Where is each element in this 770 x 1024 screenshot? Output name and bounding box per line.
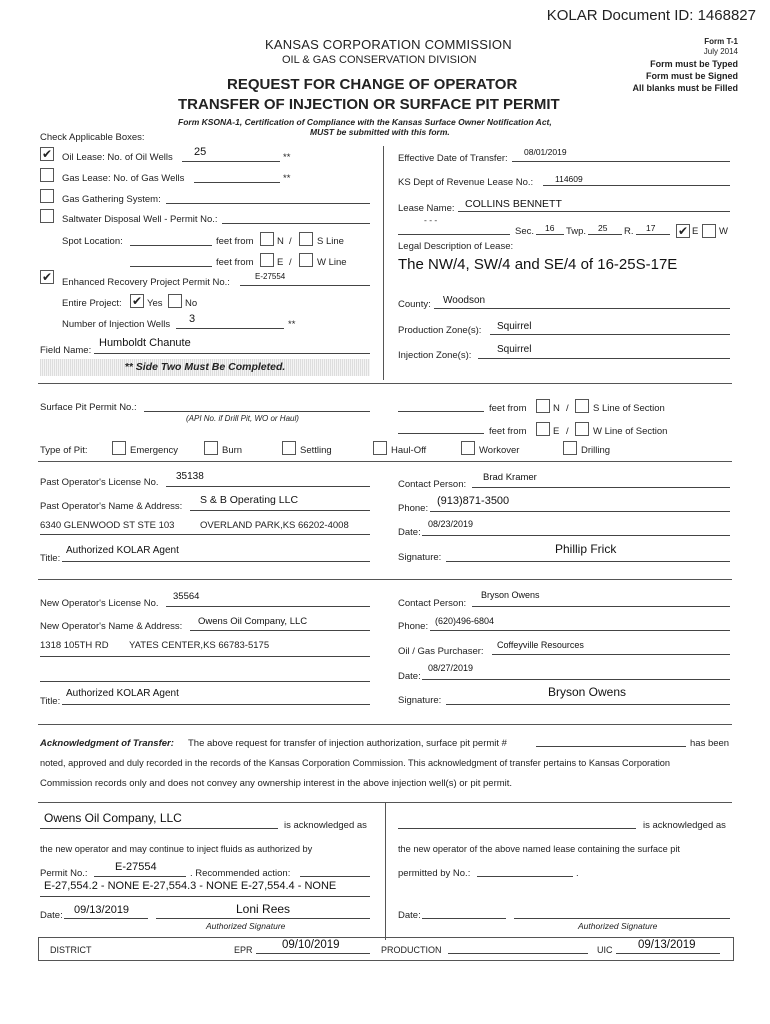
ack-date-value[interactable]: 09/13/2019: [74, 904, 130, 916]
gas-gathering-label: Gas Gathering System:: [62, 194, 161, 205]
ks-dept-value[interactable]: 114609: [555, 174, 583, 184]
new-contact-value[interactable]: Bryson Owens: [481, 590, 540, 600]
injection-zone-label: Injection Zone(s):: [398, 350, 472, 361]
spot-s-checkbox[interactable]: [299, 232, 313, 246]
new-phone-value[interactable]: (620)496-6804: [435, 616, 495, 626]
form-title-1: REQUEST FOR CHANGE OF OPERATOR: [227, 76, 518, 93]
ack-signature-value[interactable]: Loni Rees: [236, 902, 291, 916]
entire-project-no-checkbox[interactable]: [168, 294, 182, 308]
ack-text-3: Commission records only and does not convey any ownership interest in the above injection well(s) or pit permit.: [40, 778, 513, 789]
ack-text-1b: has been: [690, 738, 730, 749]
injection-zone-value[interactable]: Squirrel: [497, 344, 532, 355]
saltwater-checkbox[interactable]: [40, 209, 54, 223]
past-signature-label: Signature:: [398, 552, 442, 563]
new-address-2: YATES CENTER,KS 66783-5175: [129, 640, 270, 651]
past-phone-label: Phone:: [398, 503, 429, 514]
pit-burn-checkbox[interactable]: [204, 441, 218, 455]
new-name-value[interactable]: Owens Oil Company, LLC: [198, 616, 308, 627]
past-date-label: Date:: [398, 527, 421, 538]
enhanced-recovery-checkbox[interactable]: ✔: [41, 270, 53, 284]
new-phone-label: Phone:: [398, 621, 429, 632]
oil-lease-label: Oil Lease: No. of Oil Wells: [62, 152, 173, 163]
recommended-action-value[interactable]: E-27,554.2 - NONE E-27,554.3 - NONE E-27,554.4 - NONE: [44, 880, 337, 892]
effective-date-value[interactable]: 08/01/2019: [524, 147, 567, 157]
new-date-label: Date:: [398, 671, 421, 682]
uic-value[interactable]: 09/13/2019: [638, 939, 696, 951]
county-value[interactable]: Woodson: [443, 295, 486, 306]
new-signature-label: Signature:: [398, 695, 442, 706]
entire-project-yes-checkbox[interactable]: ✔: [131, 294, 143, 308]
range-e-checkbox[interactable]: ✔: [677, 224, 689, 238]
requirement-signed: Form must be Signed: [645, 71, 738, 81]
ksona-note-2: MUST be submitted with this form.: [310, 127, 450, 137]
new-address-1: 1318 105TH RD: [40, 640, 109, 651]
district-label: DISTRICT: [50, 945, 92, 955]
permit-no-value[interactable]: E-27554: [115, 861, 157, 873]
oil-wells-value[interactable]: 25: [194, 146, 207, 158]
authorized-signature-label-right: Authorized Signature: [578, 921, 658, 931]
surface-pit-label: Surface Pit Permit No.:: [40, 402, 137, 413]
past-contact-label: Contact Person:: [398, 479, 467, 490]
ack-company-value[interactable]: Owens Oil Company, LLC: [44, 811, 182, 825]
ks-dept-label: KS Dept of Revenue Lease No.:: [398, 177, 534, 188]
pit-n-checkbox[interactable]: [536, 399, 550, 413]
ack-right-new-operator-text: the new operator of the above named lease containing the surface pit: [398, 844, 680, 854]
new-signature-value[interactable]: Bryson Owens: [548, 685, 627, 699]
requirement-filled: All blanks must be Filled: [632, 83, 738, 93]
gas-lease-label: Gas Lease: No. of Gas Wells: [62, 173, 185, 184]
form-title-2: TRANSFER OF INJECTION OR SURFACE PIT PERMIT: [178, 96, 560, 113]
range-w-checkbox[interactable]: [702, 224, 716, 238]
legal-desc-label: Legal Description of Lease:: [398, 241, 514, 252]
past-phone-value[interactable]: (913)871-3500: [437, 495, 510, 507]
pit-workover-checkbox[interactable]: [461, 441, 475, 455]
pit-e-checkbox[interactable]: [536, 422, 550, 436]
past-name-label: Past Operator's Name & Address:: [40, 501, 183, 512]
past-date-value[interactable]: 08/23/2019: [428, 519, 474, 529]
ack-date-label: Date:: [40, 910, 63, 921]
production-zone-value[interactable]: Squirrel: [497, 321, 532, 332]
enhanced-recovery-label: Enhanced Recovery Project Permit No.:: [62, 277, 230, 288]
side-two-banner: ** Side Two Must Be Completed.: [40, 359, 370, 376]
pit-w-checkbox[interactable]: [575, 422, 589, 436]
authorized-signature-label-left: Authorized Signature: [206, 921, 286, 931]
legal-desc-value[interactable]: The NW/4, SW/4 and SE/4 of 16-25S-17E: [398, 256, 678, 273]
past-contact-value[interactable]: Brad Kramer: [483, 472, 537, 483]
ack-new-operator-text: the new operator and may continue to inject fluids as authorized by: [40, 844, 313, 854]
check-applicable-label: Check Applicable Boxes:: [40, 132, 145, 143]
new-purchaser-label: Oil / Gas Purchaser:: [398, 646, 484, 657]
spot-location-label: Spot Location:: [62, 236, 123, 247]
section-value[interactable]: 16: [545, 223, 555, 233]
enhanced-permit-value[interactable]: E-27554: [255, 272, 286, 281]
new-date-value[interactable]: 08/27/2019: [428, 663, 474, 673]
type-of-pit-label: Type of Pit:: [40, 445, 88, 456]
num-injection-label: Number of Injection Wells: [62, 319, 171, 330]
api-note: (API No. if Drill Pit, WO or Haul): [186, 414, 299, 423]
effective-date-label: Effective Date of Transfer:: [398, 153, 508, 164]
new-license-value[interactable]: 35564: [173, 591, 200, 602]
division-name: OIL & GAS CONSERVATION DIVISION: [282, 54, 477, 66]
agency-name: KANSAS CORPORATION COMMISSION: [265, 37, 512, 52]
lease-name-label: Lease Name:: [398, 203, 455, 214]
document-id: KOLAR Document ID: 1468827: [546, 7, 756, 24]
past-signature-value[interactable]: Phillip Frick: [555, 542, 617, 556]
field-name-value[interactable]: Humboldt Chanute: [99, 337, 191, 349]
past-license-label: Past Operator's License No.: [40, 477, 159, 488]
requirement-typed: Form must be Typed: [650, 59, 738, 69]
pit-drilling-checkbox[interactable]: [563, 441, 577, 455]
ack-text-2: noted, approved and duly recorded in the records of the Kansas Corporation Commission. This acknowledgment of transfer pertains to Kansas Corporation: [40, 758, 671, 768]
spot-w-checkbox[interactable]: [299, 253, 313, 267]
gas-lease-checkbox[interactable]: [40, 168, 54, 182]
past-title-label: Title:: [40, 553, 61, 564]
ack-heading: Acknowledgment of Transfer:: [40, 738, 174, 749]
past-name-value[interactable]: S & B Operating LLC: [200, 494, 299, 506]
pit-s-checkbox[interactable]: [575, 399, 589, 413]
entire-project-label: Entire Project:: [62, 298, 122, 309]
epr-value[interactable]: 09/10/2019: [282, 939, 340, 951]
past-address-2: OVERLAND PARK,KS 66202-4008: [200, 520, 349, 531]
oil-lease-checkbox[interactable]: ✔: [41, 147, 53, 161]
county-label: County:: [398, 299, 431, 310]
ack-right-date-label: Date:: [398, 910, 421, 921]
permitted-by-label: permitted by No.:: [398, 868, 471, 879]
form-number: Form T-1: [704, 37, 738, 46]
spot-n-checkbox[interactable]: [260, 232, 274, 246]
uic-label: UIC: [597, 945, 613, 955]
spot-e-checkbox[interactable]: [260, 253, 274, 267]
new-license-label: New Operator's License No.: [40, 598, 159, 609]
range-value[interactable]: 17: [646, 223, 656, 233]
epr-label: EPR: [234, 945, 253, 955]
pit-hauloff-checkbox[interactable]: [373, 441, 387, 455]
new-title-label: Title:: [40, 696, 61, 707]
gas-gathering-checkbox[interactable]: [40, 189, 54, 203]
new-contact-label: Contact Person:: [398, 598, 467, 609]
new-title-value[interactable]: Authorized KOLAR Agent: [66, 688, 179, 699]
past-address-1: 6340 GLENWOOD ST STE 103: [40, 520, 175, 531]
lease-name-value[interactable]: COLLINS BENNETT: [465, 198, 562, 210]
num-injection-value[interactable]: 3: [189, 313, 196, 325]
past-title-value[interactable]: Authorized KOLAR Agent: [66, 545, 179, 556]
permit-no-label: Permit No.:: [40, 868, 88, 879]
pit-emergency-checkbox[interactable]: [112, 441, 126, 455]
township-value[interactable]: 25: [598, 223, 608, 233]
past-license-value[interactable]: 35138: [176, 471, 204, 482]
new-purchaser-value[interactable]: Coffeyville Resources: [497, 640, 584, 650]
saltwater-label: Saltwater Disposal Well - Permit No.:: [62, 214, 218, 225]
form-date: July 2014: [703, 47, 738, 56]
pit-settling-checkbox[interactable]: [282, 441, 296, 455]
field-name-label: Field Name:: [40, 345, 92, 356]
ksona-note-1: Form KSONA-1, Certification of Compliance with the Kansas Surface Owner Notification Act,: [178, 117, 552, 127]
production-label: PRODUCTION: [381, 945, 442, 955]
production-zone-label: Production Zone(s):: [398, 325, 482, 336]
new-name-label: New Operator's Name & Address:: [40, 621, 183, 632]
ack-text-1a: The above request for transfer of injection authorization, surface pit permit #: [188, 738, 507, 749]
